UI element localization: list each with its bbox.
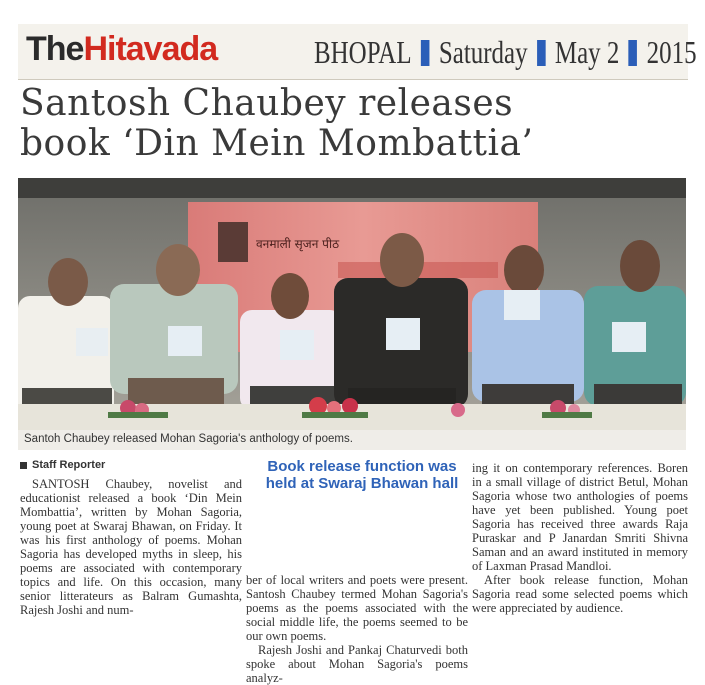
news-photo: [18, 178, 686, 432]
byline-text: Staff Reporter: [32, 459, 106, 471]
dateline-city: BHOPAL: [314, 34, 412, 70]
article-subheading: Book release function was held at Swaraj Bhawan hall: [265, 458, 459, 492]
newspaper-logo: [26, 30, 217, 69]
column-2-paragraph-1: ber of local writers and poets were present. Santosh Chaubey termed Mohan Sagoria's poems as the poems associated with the social middle life, the poems seemed to be our own poems.: [246, 573, 468, 643]
book-release-photo: [18, 178, 686, 432]
article-column-2: [246, 573, 468, 685]
masthead: [18, 24, 697, 80]
bullet-square-icon: [20, 462, 27, 469]
article-column-1: SANTOSH Chaubey, novelist and educationist released a book ‘Din Mein Mombattia’, written by Mohan Sagoria, young poet at Swaraj Bhawan, on Friday. It was his first anthology of poems. Mohan Sagoria has developed myths in sleep, his poems are associated with contemporary topics and life. On this occasion, many senior litterateurs as Balram Gumashta, Rajesh Joshi and num-: [20, 477, 242, 617]
dateline-year: 2015: [646, 34, 697, 70]
column-2-paragraph-2: Rajesh Joshi and Pankaj Chaturvedi both spoke about Mohan Sagoria's poems analyz-: [246, 643, 468, 685]
article-column-3: [472, 461, 688, 615]
photo-caption: Santoh Chaubey released Mohan Sagoria's anthology of poems.: [18, 430, 686, 450]
logo-the: The: [26, 30, 84, 68]
column-3-paragraph-1: ing it on contemporary references. Boren in a small village of district Betul, Mohan Sagoria whose two anthologies of poems have yet been published. Young poet Sagoria has received three awards Raja Puraskar and P Janardan Smriti Shivna Saman and an award instituted in memory of Laxman Prasad Mandloi.: [472, 461, 688, 573]
dateline-day: Saturday: [438, 34, 528, 70]
headline: [20, 84, 684, 164]
byline: [20, 459, 105, 471]
dateline: [314, 34, 697, 71]
dateline-separator: [629, 40, 638, 66]
logo-name: Hitavada: [83, 30, 218, 68]
headline-line-1: Santosh Chaubey releases: [20, 83, 514, 124]
dateline-separator: [537, 40, 546, 66]
dateline-separator: [421, 40, 430, 66]
column-3-paragraph-2: After book release function, Mohan Sagoria read some selected poems which were appreciated by audience.: [472, 573, 688, 615]
headline-line-2: book ‘Din Mein Mombattia’: [20, 123, 534, 164]
dateline-date: May 2: [554, 34, 620, 70]
banner-text: वनमाली सृजन पीठ: [256, 237, 340, 251]
